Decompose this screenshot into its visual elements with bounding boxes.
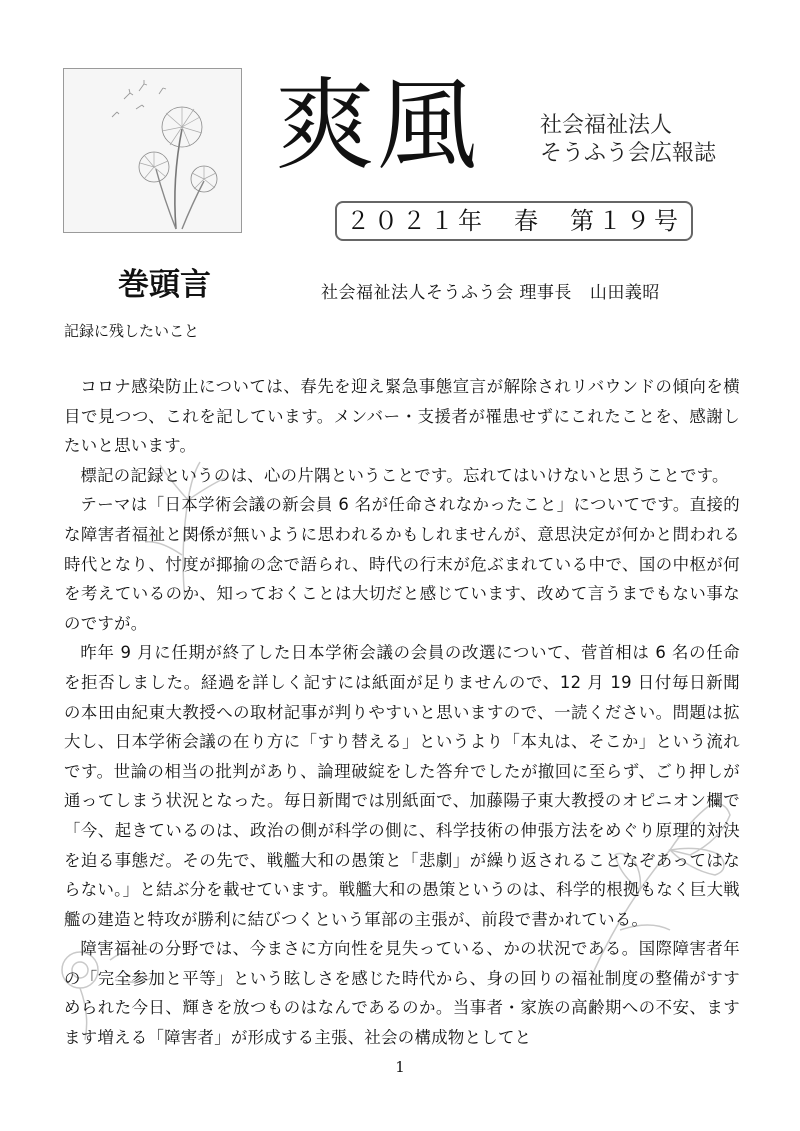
dandelion-icon — [64, 69, 241, 232]
organization-name: 社会福祉法人 — [540, 113, 673, 138]
article-heading: 巻頭言 — [118, 267, 211, 303]
issue-label: ２０２１年 春 第１９号 — [335, 201, 693, 241]
article-body — [64, 372, 740, 1053]
masthead-logo — [63, 68, 242, 233]
author-name: 山田義昭 — [589, 283, 660, 303]
paragraph: 昨年 9 月に任期が終了した日本学術会議の会員の改選について、菅首相は 6 名の任命を拒否しました。経過を詳しく記すには紙面が足りませんので、12 月 19 日付毎日新聞の本田由紀東大教授への取材記事が判りやすいと思いますので、一読ください。問題は拡大し、日本学術会議の在り方に「すり替える」というより「本丸は、そこか」という流れです。世論の相当の批判があり、論理破綻をした答弁でしたが撤回に至らず、ごり押しが通ってしまう状況となった。毎日新聞では別紙面で、加藤陽子東大教授のオピニオン欄で「今、起きているのは、政治の側が科学の側に、科学技術の伸張方法をめぐり原理的対決を迫る事態だ。その先で、戦艦大和の愚策と「悲劇」が繰り返されることなぞあってはならない。」と結ぶ分を載せています。戦艦大和の愚策というのは、科学的根拠もなく巨大戦艦の建造と特攻が勝利に結びつくという軍部の主張が、前段で書かれている。 — [64, 643, 740, 929]
author-organization: 社会福祉法人そうふう会 理事長 — [321, 283, 572, 303]
paragraph: 標記の記録というのは、心の片隅ということです。忘れてはいけないと思うことです。 — [80, 465, 729, 485]
paragraph: テーマは「日本学術会議の新会員 6 名が任命されなかったこと」についてです。直接的な障害者福祉と関係が無いように思われるかもしれませんが、意思決定が何かと問われる時代となり、忖度が揶揄の念で語られ、時代の行末が危ぶまれている中で、国の中枢が何を考えているのか、知っておくことは大切だと感じています、改めて言うまでもない事なのですが。 — [64, 495, 740, 633]
article-subtitle: 記録に残したいこと — [64, 322, 200, 340]
newsletter-subtitle: そうふう会広報誌 — [540, 141, 717, 166]
article-author — [321, 280, 660, 306]
paragraph: 障害福祉の分野では、今まさに方向性を見失っている、かの状況である。国際障害者年の「完全参加と平等」という眩しさを感じた時代から、身の回りの福祉制度の整備がすすめられた今日、輝きを放つものはなんであるのか。当事者・家族の高齢期への不安、ますます増える「障害者」が形成する主張、社会の構成物としてと — [64, 939, 740, 1048]
paragraph: コロナ感染防止については、春先を迎え緊急事態宣言が解除されリバウンドの傾向を横目で見つつ、これを記しています。メンバー・支援者が罹患せずにこれたことを、感謝したいと思います。 — [64, 377, 740, 456]
page-number: 1 — [395, 1058, 405, 1076]
newsletter-title: 爽風 — [275, 67, 479, 184]
